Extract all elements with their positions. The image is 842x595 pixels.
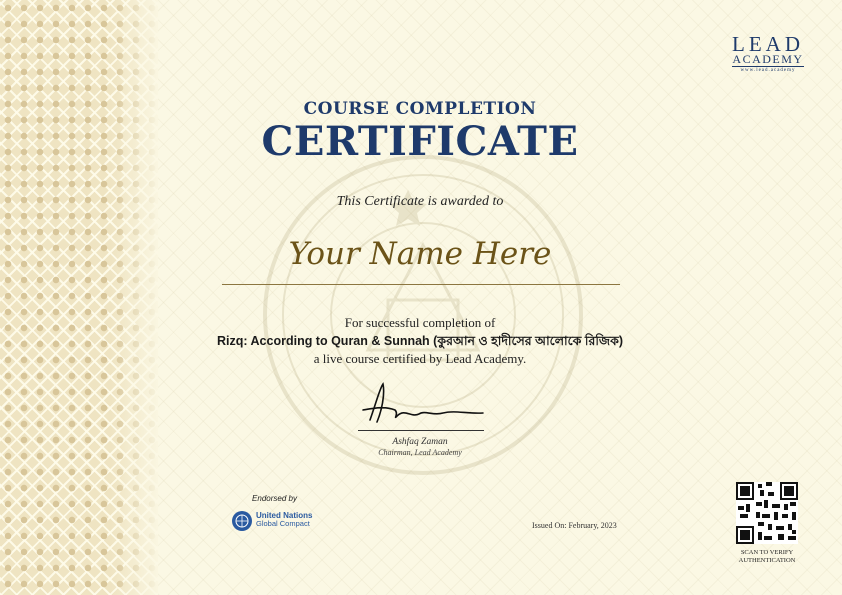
logo-line-academy: ACADEMY xyxy=(732,52,804,66)
signature-icon xyxy=(355,380,490,428)
course-title: Rizq: According to Quran & Sunnah (কুরআন ও হাদীসের আলোকে রিজিক) xyxy=(216,334,624,348)
signature-line xyxy=(358,430,484,431)
scan-to-verify-text xyxy=(722,549,812,564)
issued-date: Issued On: February, 2023 xyxy=(532,521,617,530)
certificate-title: CERTIFICATE xyxy=(261,118,579,165)
un-text-line1: United Nations xyxy=(256,511,313,520)
completion-text: For successful completion of xyxy=(344,315,496,330)
decorative-side-pattern xyxy=(0,0,158,595)
qr-code-icon[interactable] xyxy=(736,482,798,544)
un-text-line2: Global Compact xyxy=(256,519,310,528)
signer-title: Chairman, Lead Academy xyxy=(378,448,462,457)
certificate-subtitle: COURSE COMPLETION xyxy=(303,99,537,119)
un-global-compact-icon xyxy=(231,510,253,532)
recipient-name: Your Name Here xyxy=(288,236,552,272)
name-underline xyxy=(222,284,620,285)
awarded-text: This Certificate is awarded to xyxy=(336,194,504,209)
scan-text-line1: SCAN TO VERIFY xyxy=(740,549,794,556)
signer-name: Ashfaq Zaman xyxy=(392,437,448,447)
certified-by-text: a live course certified by Lead Academy. xyxy=(313,351,527,366)
lead-academy-logo xyxy=(732,34,804,74)
logo-line-lead: LEAD xyxy=(732,32,804,56)
un-global-compact-text xyxy=(256,512,312,528)
scan-text-line2: AUTHENTICATION xyxy=(738,556,796,564)
logo-url: www.lead.academy xyxy=(740,68,796,73)
endorsed-by-label: Endorsed by xyxy=(252,494,297,503)
